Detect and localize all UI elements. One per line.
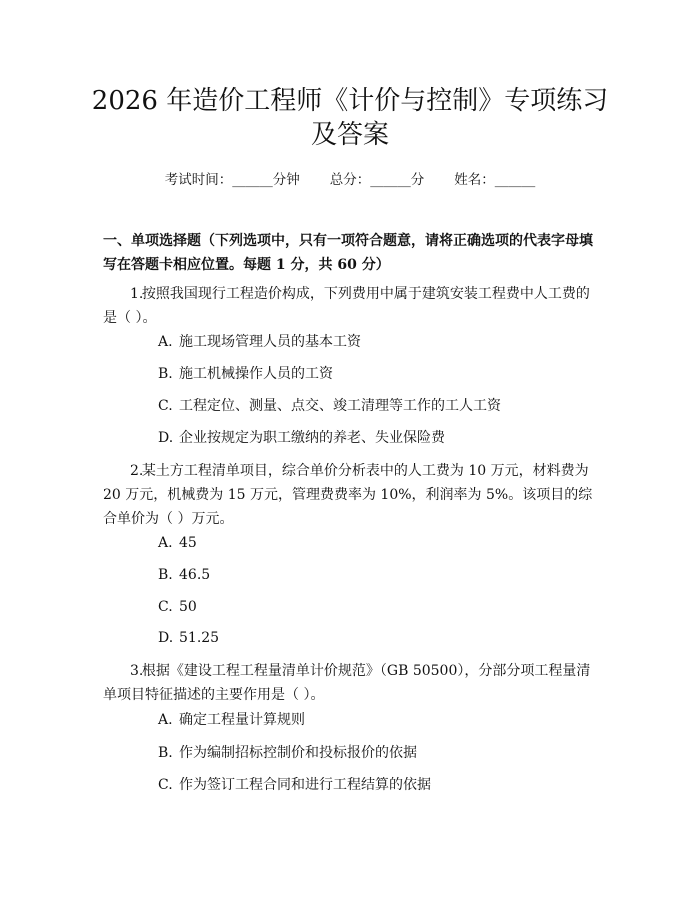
exam-meta [0,168,700,188]
option-1c: C. 工程定位、测量、点交、竣工清理等工作的工人工资 [158,398,501,414]
option-2a: A. 45 [158,535,197,551]
option-1b: B. 施工机械操作人员的工资 [158,366,333,382]
option-2c: C. 50 [158,599,197,615]
title-line-2: 及答案 [310,120,389,150]
question-text: 根据《建设工程工程量清单计价规范》（GB 50500），分部分项工程量清单项目特征描述的主要作用是（ ）。 [103,663,591,703]
option-1d: D. 企业按规定为职工缴纳的养老、失业保险费 [158,430,445,446]
exam-time: 考试时间：______分钟 [164,172,300,188]
option-3c: C. 作为签订工程合同和进行工程结算的依据 [158,777,431,793]
question-text: 某土方工程清单项目，综合单价分析表中的人工费为 10 万元，材料费为 20 万元，机械费为 15 万元，管理费费率为 10%，利润率为 5%。该项目的综合单价为（ ）万元。 [103,463,593,527]
exam-score: 总分：______分 [329,172,425,188]
question-3 [103,659,600,707]
option-3a: A. 确定工程量计算规则 [158,712,305,728]
exam-name: 姓名：______ [454,172,536,188]
option-1a: A. 施工现场管理人员的基本工资 [158,334,361,350]
option-2b: B. 46.5 [158,567,211,583]
section-heading: 一、单项选择题（下列选项中，只有一项符合题意，请将正确选项的代表字母填写在答题卡相应位置。每题 1 分，共 60 分） [103,233,593,273]
title-line-1: 2026 年造价工程师《计价与控制》专项练习 [91,86,609,116]
option-2d: D. 51.25 [158,630,220,646]
question-number: 3. [130,663,144,679]
question-2 [103,459,600,531]
question-number: 1. [130,286,144,302]
question-text: 按照我国现行工程造价构成，下列费用中属于建筑安装工程费中人工费的是（ ）。 [103,286,590,326]
question-number: 2. [130,463,144,479]
option-3b: B. 作为编制招标控制价和投标报价的依据 [158,745,417,761]
question-1 [103,282,600,330]
